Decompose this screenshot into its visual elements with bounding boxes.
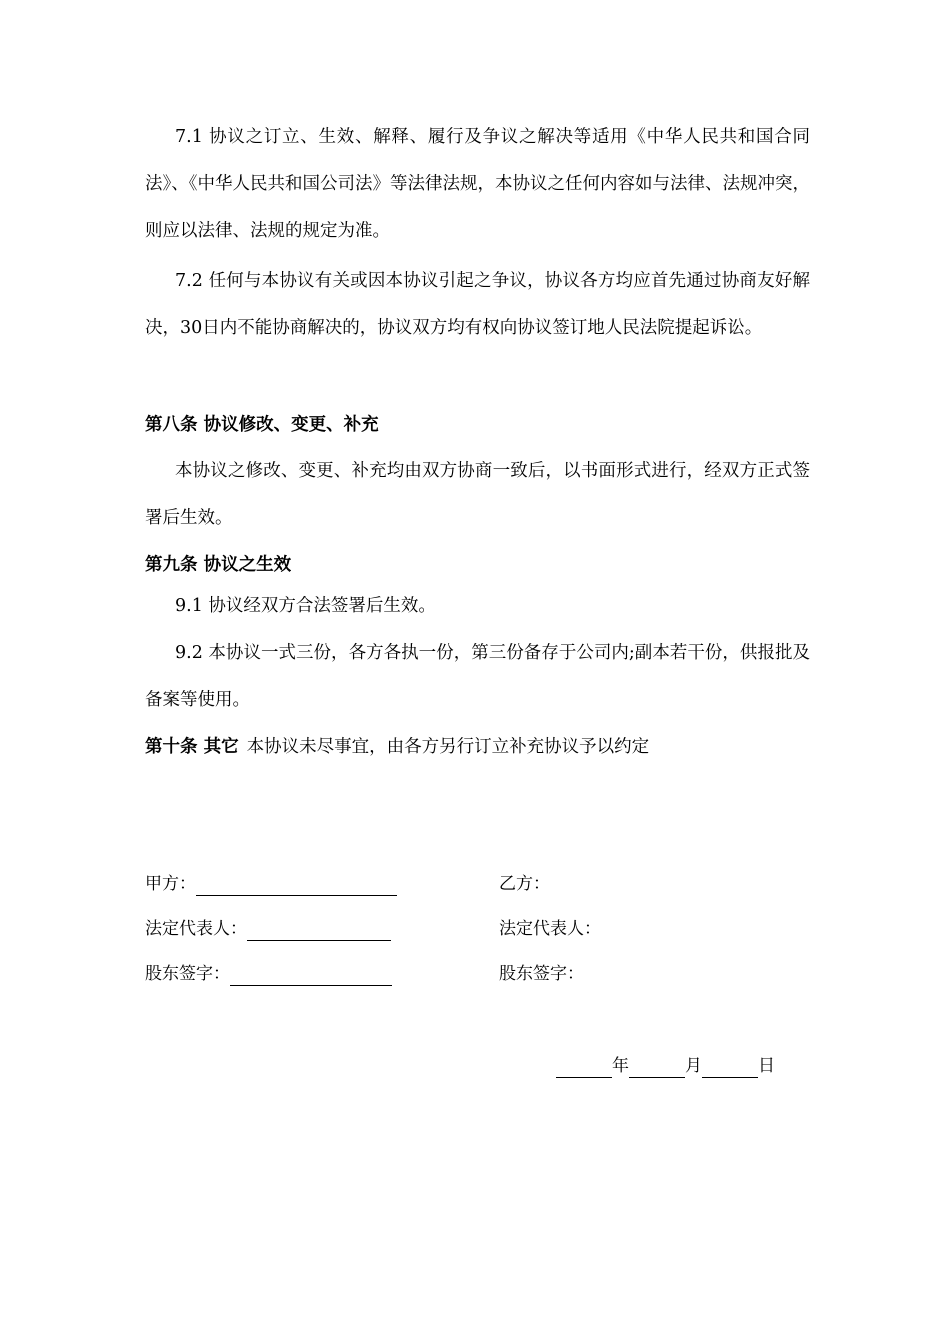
day-label: 日 <box>758 1056 775 1076</box>
clause-9-1: 9.1 协议经双方合法签署后生效。 <box>175 596 436 616</box>
heading-article-9: 第九条 协议之生效 <box>145 555 292 575</box>
legal-rep-b-row <box>499 917 601 941</box>
shareholder-b-row <box>499 962 584 986</box>
heading-article-10 <box>145 735 649 759</box>
month-blank[interactable] <box>629 1059 685 1078</box>
shareholder-a-label: 股东签字： <box>145 964 230 984</box>
legal-rep-a-row <box>145 917 391 941</box>
shareholder-a-row <box>145 962 392 986</box>
shareholder-a-signature-line[interactable] <box>230 967 392 986</box>
clause-9-2: 9.2 本协议一式三份，各方各执一份，第三份备存于公司内;副本若干份，供报批及备案等使用。 <box>145 643 810 710</box>
day-blank[interactable] <box>702 1059 758 1078</box>
year-label: 年 <box>612 1056 629 1076</box>
clause-10: 本协议未尽事宜，由各方另行订立补充协议予以约定 <box>246 737 650 757</box>
party-a-label: 甲方： <box>145 874 196 894</box>
heading-article-8: 第八条 协议修改、变更、补充 <box>145 415 379 435</box>
legal-rep-a-label: 法定代表人： <box>145 919 247 939</box>
heading-article-10-title: 第十条 其它 <box>145 737 239 757</box>
date-row <box>556 1054 775 1078</box>
party-a-signature-line[interactable] <box>196 877 397 896</box>
party-b-label: 乙方： <box>499 874 550 894</box>
year-blank[interactable] <box>556 1059 612 1078</box>
clause-7-1: 7.1 协议之订立、生效、解释、履行及争议之解决等适用《中华人民共和国合同法》、《中华人民共和国公司法》等法律法规，本协议之任何内容如与法律、法规冲突，则应以法律、法规的规定为准。 <box>145 127 810 241</box>
legal-rep-b-label: 法定代表人： <box>499 919 601 939</box>
clause-7-2: 7.2 任何与本协议有关或因本协议引起之争议，协议各方均应首先通过协商友好解决，30日内不能协商解决的，协议双方均有权向协议签订地人民法院提起诉讼。 <box>145 271 810 338</box>
party-b-row <box>499 872 550 896</box>
month-label: 月 <box>685 1056 702 1076</box>
shareholder-b-label: 股东签字： <box>499 964 584 984</box>
party-a-row <box>145 872 397 896</box>
clause-8: 本协议之修改、变更、补充均由双方协商一致后，以书面形式进行，经双方正式签署后生效。 <box>145 461 810 528</box>
legal-rep-a-signature-line[interactable] <box>247 922 391 941</box>
